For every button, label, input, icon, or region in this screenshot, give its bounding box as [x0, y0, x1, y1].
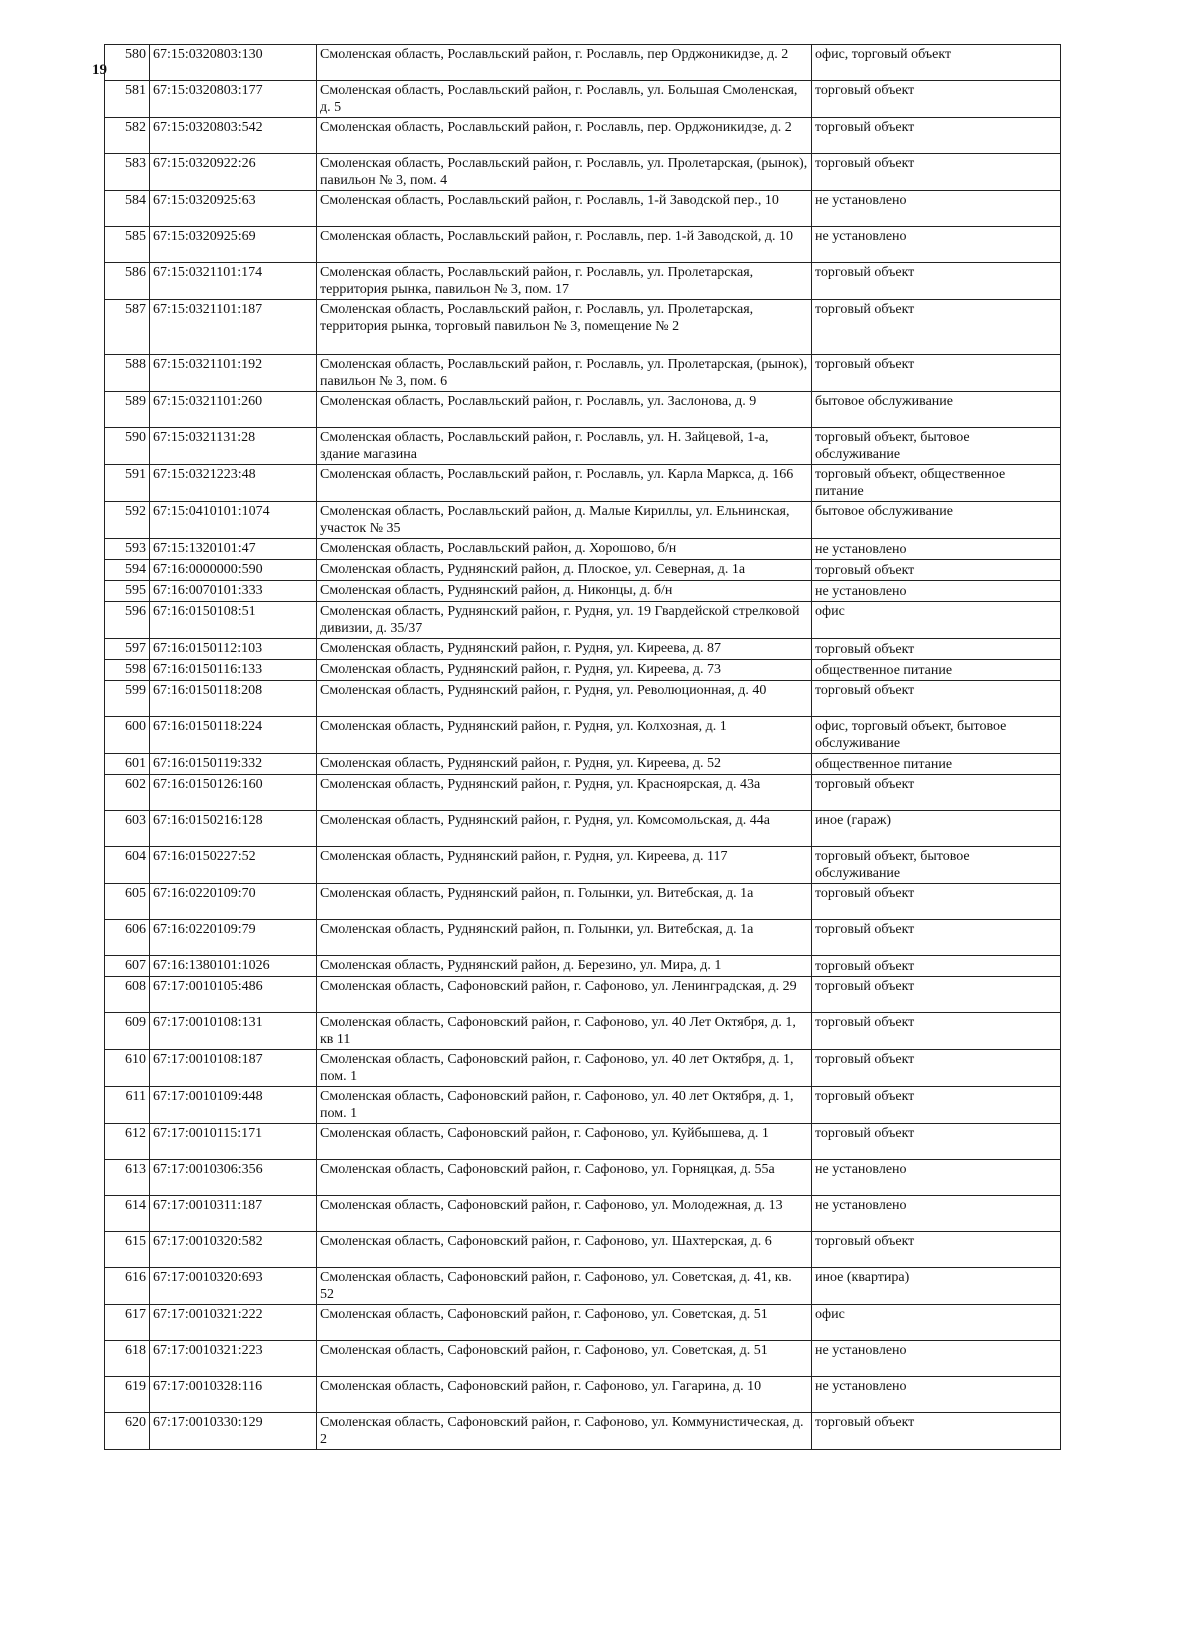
usage-type: торговый объект, бытовое обслуживание — [812, 428, 1061, 465]
table-row — [105, 977, 1061, 1013]
usage-type: торговый объект — [812, 681, 1061, 717]
row-number: 588 — [105, 355, 150, 392]
row-number: 604 — [105, 847, 150, 884]
cadastral-number: 67:17:0010115:171 — [150, 1124, 317, 1160]
table-row — [105, 602, 1061, 639]
table-row — [105, 956, 1061, 977]
cadastral-number: 67:15:1320101:47 — [150, 539, 317, 560]
usage-type: торговый объект — [812, 118, 1061, 154]
row-number: 593 — [105, 539, 150, 560]
table-row — [105, 560, 1061, 581]
table-row — [105, 581, 1061, 602]
cadastral-number: 67:16:0150118:208 — [150, 681, 317, 717]
row-number: 596 — [105, 602, 150, 639]
address: Смоленская область, Рославльский район, г. Рославль, ул. Пролетарская, (рынок), павильон № 3, пом. 4 — [317, 154, 812, 191]
table-row — [105, 1124, 1061, 1160]
table-row — [105, 428, 1061, 465]
row-number: 605 — [105, 884, 150, 920]
cadastral-number: 67:16:0150216:128 — [150, 811, 317, 847]
usage-type: не установлено — [812, 539, 1061, 560]
cadastral-number: 67:15:0320925:63 — [150, 191, 317, 227]
registry-body — [105, 45, 1061, 1450]
cadastral-number: 67:17:0010108:131 — [150, 1013, 317, 1050]
usage-type: торговый объект — [812, 884, 1061, 920]
cadastral-number: 67:15:0321101:187 — [150, 300, 317, 355]
table-row — [105, 811, 1061, 847]
address: Смоленская область, Сафоновский район, г. Сафоново, ул. Советская, д. 51 — [317, 1305, 812, 1341]
table-row — [105, 1160, 1061, 1196]
cadastral-number: 67:15:0321131:28 — [150, 428, 317, 465]
address: Смоленская область, Рославльский район, г. Рославль, ул. Большая Смоленская, д. 5 — [317, 81, 812, 118]
cadastral-number: 67:17:0010311:187 — [150, 1196, 317, 1232]
address: Смоленская область, Руднянский район, д. Плоское, ул. Северная, д. 1а — [317, 560, 812, 581]
usage-type: общественное питание — [812, 660, 1061, 681]
address: Смоленская область, Руднянский район, г. Рудня, ул. Киреева, д. 73 — [317, 660, 812, 681]
table-row — [105, 717, 1061, 754]
table-row — [105, 392, 1061, 428]
row-number: 586 — [105, 263, 150, 300]
usage-type: торговый объект — [812, 263, 1061, 300]
row-number: 609 — [105, 1013, 150, 1050]
row-number: 607 — [105, 956, 150, 977]
address: Смоленская область, Руднянский район, п. Голынки, ул. Витебская, д. 1а — [317, 920, 812, 956]
table-row — [105, 1413, 1061, 1450]
cadastral-number: 67:16:0220109:79 — [150, 920, 317, 956]
address: Смоленская область, Сафоновский район, г. Сафоново, ул. Куйбышева, д. 1 — [317, 1124, 812, 1160]
usage-type: торговый объект — [812, 639, 1061, 660]
row-number: 583 — [105, 154, 150, 191]
row-number: 594 — [105, 560, 150, 581]
address: Смоленская область, Сафоновский район, г. Сафоново, ул. 40 лет Октября, д. 1, пом. 1 — [317, 1087, 812, 1124]
table-row — [105, 465, 1061, 502]
table-row — [105, 920, 1061, 956]
table-row — [105, 1232, 1061, 1268]
usage-type: не установлено — [812, 1341, 1061, 1377]
table-row — [105, 191, 1061, 227]
usage-type: торговый объект — [812, 1413, 1061, 1450]
cadastral-number: 67:15:0320925:69 — [150, 227, 317, 263]
address: Смоленская область, Рославльский район, г. Рославль, ул. Пролетарская, территория рынка, торговый павильон № 3, помещение № 2 — [317, 300, 812, 355]
row-number: 610 — [105, 1050, 150, 1087]
table-row — [105, 754, 1061, 775]
table-row — [105, 847, 1061, 884]
usage-type: торговый объект — [812, 1087, 1061, 1124]
row-number: 614 — [105, 1196, 150, 1232]
address: Смоленская область, Руднянский район, г. Рудня, ул. Киреева, д. 117 — [317, 847, 812, 884]
table-row — [105, 355, 1061, 392]
address: Смоленская область, Рославльский район, г. Рославль, ул. Карла Маркса, д. 166 — [317, 465, 812, 502]
usage-type: торговый объект — [812, 81, 1061, 118]
table-row — [105, 1013, 1061, 1050]
usage-type: торговый объект — [812, 1013, 1061, 1050]
cadastral-number: 67:16:0150126:160 — [150, 775, 317, 811]
row-number: 587 — [105, 300, 150, 355]
address: Смоленская область, Руднянский район, г. Рудня, ул. Революционная, д. 40 — [317, 681, 812, 717]
row-number: 611 — [105, 1087, 150, 1124]
row-number: 618 — [105, 1341, 150, 1377]
row-number: 606 — [105, 920, 150, 956]
address: Смоленская область, Рославльский район, г. Рославль, ул. Заслонова, д. 9 — [317, 392, 812, 428]
address: Смоленская область, Сафоновский район, г. Сафоново, ул. Коммунистическая, д. 2 — [317, 1413, 812, 1450]
table-row — [105, 45, 1061, 81]
row-number: 608 — [105, 977, 150, 1013]
table-row — [105, 1305, 1061, 1341]
row-number: 589 — [105, 392, 150, 428]
usage-type: торговый объект — [812, 1124, 1061, 1160]
address: Смоленская область, Рославльский район, г. Рославль, ул. Пролетарская, (рынок), павильон № 3, пом. 6 — [317, 355, 812, 392]
usage-type: торговый объект — [812, 920, 1061, 956]
table-row — [105, 81, 1061, 118]
usage-type: торговый объект — [812, 977, 1061, 1013]
address: Смоленская область, Руднянский район, г. Рудня, ул. Киреева, д. 87 — [317, 639, 812, 660]
row-number: 592 — [105, 502, 150, 539]
cadastral-number: 67:17:0010320:693 — [150, 1268, 317, 1305]
table-row — [105, 154, 1061, 191]
table-row — [105, 300, 1061, 355]
table-row — [105, 539, 1061, 560]
table-row — [105, 681, 1061, 717]
cadastral-number: 67:17:0010109:448 — [150, 1087, 317, 1124]
table-row — [105, 1377, 1061, 1413]
usage-type: торговый объект, бытовое обслуживание — [812, 847, 1061, 884]
table-row — [105, 1196, 1061, 1232]
address: Смоленская область, Рославльский район, д. Хорошово, б/н — [317, 539, 812, 560]
address: Смоленская область, Сафоновский район, г. Сафоново, ул. Молодежная, д. 13 — [317, 1196, 812, 1232]
cadastral-number: 67:16:0070101:333 — [150, 581, 317, 602]
cadastral-number: 67:17:0010321:222 — [150, 1305, 317, 1341]
address: Смоленская область, Руднянский район, г. Рудня, ул. Красноярская, д. 43а — [317, 775, 812, 811]
cadastral-number: 67:17:0010330:129 — [150, 1413, 317, 1450]
cadastral-number: 67:16:1380101:1026 — [150, 956, 317, 977]
property-registry-table — [104, 44, 1061, 1450]
row-number: 616 — [105, 1268, 150, 1305]
usage-type: бытовое обслуживание — [812, 502, 1061, 539]
address: Смоленская область, Сафоновский район, г. Сафоново, ул. Советская, д. 41, кв. 52 — [317, 1268, 812, 1305]
usage-type: торговый объект — [812, 560, 1061, 581]
row-number: 580 — [105, 45, 150, 81]
address: Смоленская область, Рославльский район, г. Рославль, ул. Пролетарская, территория рынка, павильон № 3, пом. 17 — [317, 263, 812, 300]
usage-type: бытовое обслуживание — [812, 392, 1061, 428]
row-number: 601 — [105, 754, 150, 775]
cadastral-number: 67:17:0010328:116 — [150, 1377, 317, 1413]
cadastral-number: 67:16:0150227:52 — [150, 847, 317, 884]
usage-type: торговый объект — [812, 956, 1061, 977]
address: Смоленская область, Сафоновский район, г. Сафоново, ул. Шахтерская, д. 6 — [317, 1232, 812, 1268]
table-row — [105, 884, 1061, 920]
cadastral-number: 67:16:0150108:51 — [150, 602, 317, 639]
usage-type: торговый объект — [812, 1232, 1061, 1268]
row-number: 619 — [105, 1377, 150, 1413]
usage-type: не установлено — [812, 581, 1061, 602]
address: Смоленская область, Сафоновский район, г. Сафоново, ул. 40 лет Октября, д. 1, пом. 1 — [317, 1050, 812, 1087]
cadastral-number: 67:15:0320803:130 — [150, 45, 317, 81]
address: Смоленская область, Сафоновский район, г. Сафоново, ул. Горняцкая, д. 55а — [317, 1160, 812, 1196]
row-number: 617 — [105, 1305, 150, 1341]
address: Смоленская область, Сафоновский район, г. Сафоново, ул. Советская, д. 51 — [317, 1341, 812, 1377]
address: Смоленская область, Руднянский район, г. Рудня, ул. Колхозная, д. 1 — [317, 717, 812, 754]
usage-type: офис — [812, 1305, 1061, 1341]
usage-type: торговый объект — [812, 355, 1061, 392]
usage-type: офис, торговый объект — [812, 45, 1061, 81]
address: Смоленская область, Руднянский район, г. Рудня, ул. 19 Гвардейской стрелковой дивизии, д. 35/37 — [317, 602, 812, 639]
address: Смоленская область, Рославльский район, д. Малые Кириллы, ул. Ельнинская, участок № 35 — [317, 502, 812, 539]
cadastral-number: 67:16:0220109:70 — [150, 884, 317, 920]
cadastral-number: 67:16:0000000:590 — [150, 560, 317, 581]
address: Смоленская область, Рославльский район, г. Рославль, 1-й Заводской пер., 10 — [317, 191, 812, 227]
address: Смоленская область, Рославльский район, г. Рославль, ул. Н. Зайцевой, 1-а, здание магазина — [317, 428, 812, 465]
table-row — [105, 775, 1061, 811]
cadastral-number: 67:17:0010108:187 — [150, 1050, 317, 1087]
usage-type: офис, торговый объект, бытовое обслуживание — [812, 717, 1061, 754]
page-number: 19 — [92, 62, 107, 78]
cadastral-number: 67:15:0320922:26 — [150, 154, 317, 191]
cadastral-number: 67:17:0010105:486 — [150, 977, 317, 1013]
row-number: 599 — [105, 681, 150, 717]
row-number: 595 — [105, 581, 150, 602]
cadastral-number: 67:15:0410101:1074 — [150, 502, 317, 539]
row-number: 602 — [105, 775, 150, 811]
row-number: 598 — [105, 660, 150, 681]
table-row — [105, 263, 1061, 300]
row-number: 615 — [105, 1232, 150, 1268]
address: Смоленская область, Руднянский район, п. Голынки, ул. Витебская, д. 1а — [317, 884, 812, 920]
cadastral-number: 67:16:0150119:332 — [150, 754, 317, 775]
row-number: 590 — [105, 428, 150, 465]
cadastral-number: 67:17:0010320:582 — [150, 1232, 317, 1268]
cadastral-number: 67:15:0321101:260 — [150, 392, 317, 428]
cadastral-number: 67:15:0320803:542 — [150, 118, 317, 154]
table-row — [105, 1341, 1061, 1377]
cadastral-number: 67:15:0321101:174 — [150, 263, 317, 300]
address: Смоленская область, Рославльский район, г. Рославль, пер. Орджоникидзе, д. 2 — [317, 118, 812, 154]
usage-type: иное (квартира) — [812, 1268, 1061, 1305]
table-row — [105, 118, 1061, 154]
usage-type: не установлено — [812, 1196, 1061, 1232]
row-number: 603 — [105, 811, 150, 847]
table-row — [105, 227, 1061, 263]
usage-type: общественное питание — [812, 754, 1061, 775]
address: Смоленская область, Сафоновский район, г. Сафоново, ул. Ленинградская, д. 29 — [317, 977, 812, 1013]
cadastral-number: 67:16:0150118:224 — [150, 717, 317, 754]
address: Смоленская область, Руднянский район, г. Рудня, ул. Комсомольская, д. 44а — [317, 811, 812, 847]
row-number: 581 — [105, 81, 150, 118]
table-row — [105, 502, 1061, 539]
address: Смоленская область, Рославльский район, г. Рославль, пер Орджоникидзе, д. 2 — [317, 45, 812, 81]
row-number: 584 — [105, 191, 150, 227]
usage-type: торговый объект — [812, 300, 1061, 355]
cadastral-number: 67:15:0321101:192 — [150, 355, 317, 392]
usage-type: не установлено — [812, 1160, 1061, 1196]
address: Смоленская область, Рославльский район, г. Рославль, пер. 1-й Заводской, д. 10 — [317, 227, 812, 263]
cadastral-number: 67:17:0010306:356 — [150, 1160, 317, 1196]
usage-type: торговый объект, общественное питание — [812, 465, 1061, 502]
cadastral-number: 67:15:0321223:48 — [150, 465, 317, 502]
row-number: 612 — [105, 1124, 150, 1160]
row-number: 591 — [105, 465, 150, 502]
row-number: 585 — [105, 227, 150, 263]
table-row — [105, 1087, 1061, 1124]
usage-type: торговый объект — [812, 154, 1061, 191]
row-number: 597 — [105, 639, 150, 660]
usage-type: торговый объект — [812, 775, 1061, 811]
row-number: 582 — [105, 118, 150, 154]
usage-type: не установлено — [812, 227, 1061, 263]
usage-type: не установлено — [812, 191, 1061, 227]
address: Смоленская область, Руднянский район, г. Рудня, ул. Киреева, д. 52 — [317, 754, 812, 775]
address: Смоленская область, Руднянский район, д. Никонцы, д. б/н — [317, 581, 812, 602]
row-number: 620 — [105, 1413, 150, 1450]
usage-type: иное (гараж) — [812, 811, 1061, 847]
cadastral-number: 67:16:0150116:133 — [150, 660, 317, 681]
table-row — [105, 1050, 1061, 1087]
table-row — [105, 639, 1061, 660]
cadastral-number: 67:17:0010321:223 — [150, 1341, 317, 1377]
usage-type: офис — [812, 602, 1061, 639]
row-number: 600 — [105, 717, 150, 754]
cadastral-number: 67:16:0150112:103 — [150, 639, 317, 660]
row-number: 613 — [105, 1160, 150, 1196]
cadastral-number: 67:15:0320803:177 — [150, 81, 317, 118]
table-row — [105, 1268, 1061, 1305]
address: Смоленская область, Руднянский район, д. Березино, ул. Мира, д. 1 — [317, 956, 812, 977]
usage-type: не установлено — [812, 1377, 1061, 1413]
table-row — [105, 660, 1061, 681]
address: Смоленская область, Сафоновский район, г. Сафоново, ул. Гагарина, д. 10 — [317, 1377, 812, 1413]
address: Смоленская область, Сафоновский район, г. Сафоново, ул. 40 Лет Октября, д. 1, кв 11 — [317, 1013, 812, 1050]
usage-type: торговый объект — [812, 1050, 1061, 1087]
